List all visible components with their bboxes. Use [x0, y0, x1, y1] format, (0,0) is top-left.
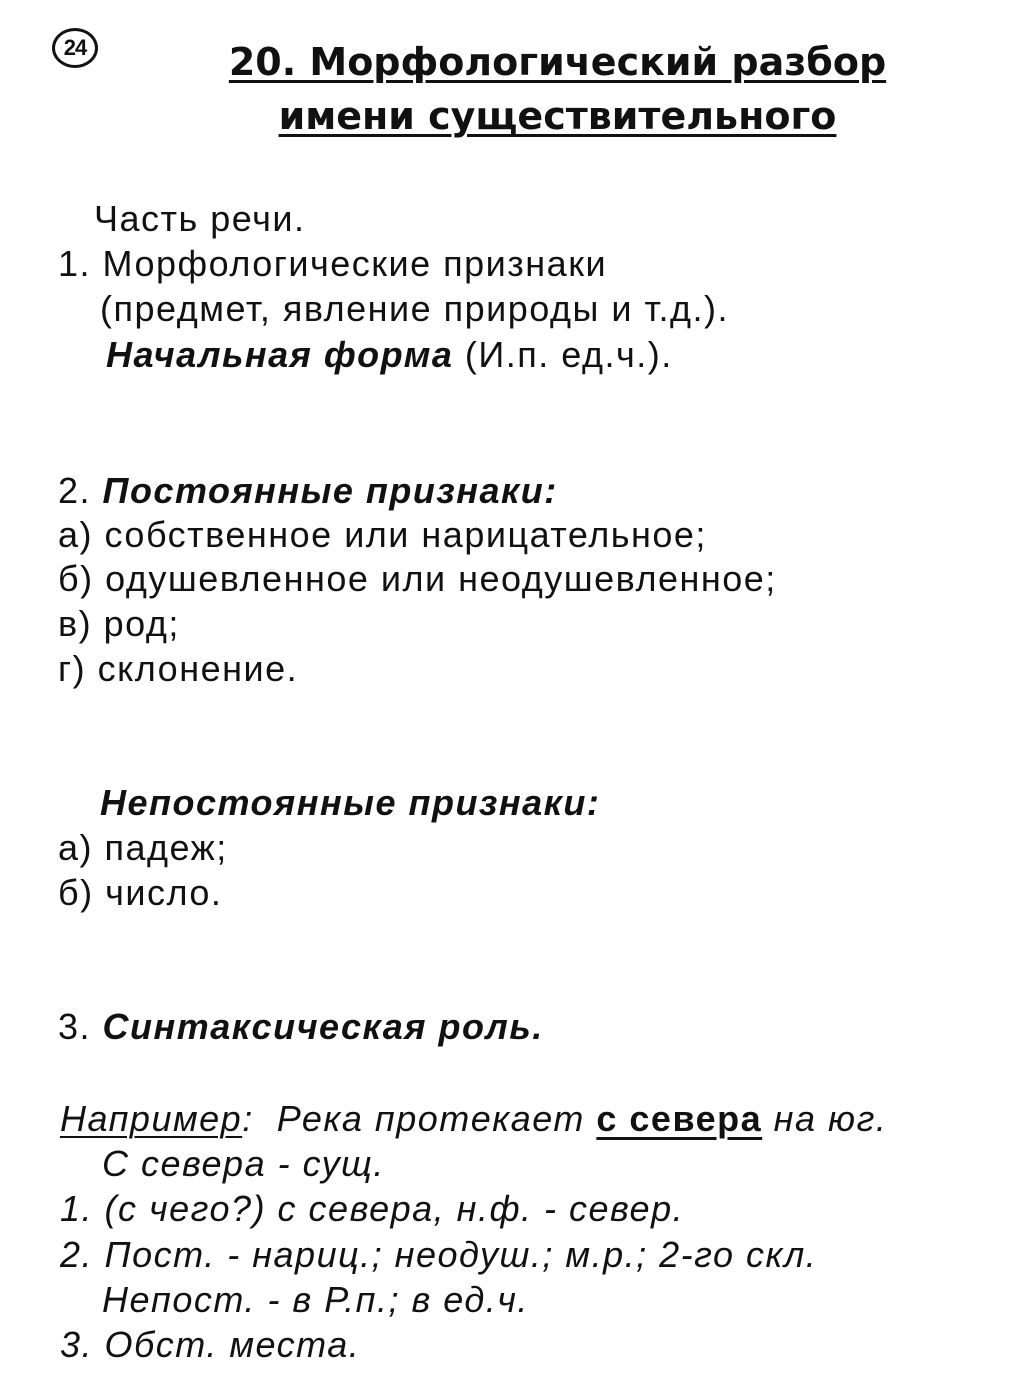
example-sentence-start: Река протекает	[276, 1098, 585, 1139]
constant-feature-a: а) собственное или нарицательное;	[58, 514, 707, 555]
page-title-line-2: имени существительного	[278, 94, 837, 138]
part-of-speech: Часть речи.	[94, 198, 306, 239]
example-step-3: 3. Обст. места.	[60, 1324, 361, 1365]
section-3-heading	[58, 1006, 544, 1048]
example-step-2-variable: Непост. - в Р.п.; в ед.ч.	[102, 1279, 529, 1320]
constant-feature-b: б) одушевленное или неодушевленное;	[58, 558, 777, 599]
variable-features-heading: Непостоянные признаки:	[100, 782, 601, 823]
example-colon: :	[242, 1098, 254, 1139]
section-3-number: 3.	[58, 1006, 92, 1047]
example-step-1: 1. (с чего?) с севера, н.ф. - север.	[60, 1188, 685, 1229]
example-step-2: 2. Пост. - нариц.; неодуш.; м.р.; 2-го скл.	[60, 1234, 818, 1275]
initial-form-label: Начальная форма	[106, 334, 454, 375]
page-number-badge: 24	[52, 28, 98, 68]
section-2-number: 2.	[58, 470, 92, 511]
example-sentence-end: на юг.	[773, 1098, 888, 1139]
example-label: Например	[60, 1098, 243, 1139]
constant-feature-c: в) род;	[58, 603, 180, 644]
variable-feature-a: а) падеж;	[58, 827, 228, 868]
section-1-heading	[58, 243, 607, 285]
page-title-line-1: 20. Морфологический разбор	[228, 40, 887, 84]
example-word-line: С севера - сущ.	[102, 1143, 385, 1184]
section-2-title: Постоянные признаки:	[102, 470, 558, 511]
section-1-number: 1.	[58, 243, 92, 284]
section-2-heading	[58, 470, 558, 512]
example-sentence	[60, 1098, 887, 1140]
example-highlight: с севера	[596, 1098, 763, 1139]
constant-feature-d: г) склонение.	[58, 648, 299, 689]
section-1-label: Морфологические признаки	[102, 243, 608, 284]
section-3-title: Синтаксическая роль.	[102, 1006, 544, 1047]
initial-form-line	[106, 334, 673, 376]
section-1-detail: (предмет, явление природы и т.д.).	[100, 288, 730, 329]
variable-feature-b: б) число.	[58, 872, 223, 913]
initial-form-detail: (И.п. ед.ч.).	[464, 334, 673, 375]
